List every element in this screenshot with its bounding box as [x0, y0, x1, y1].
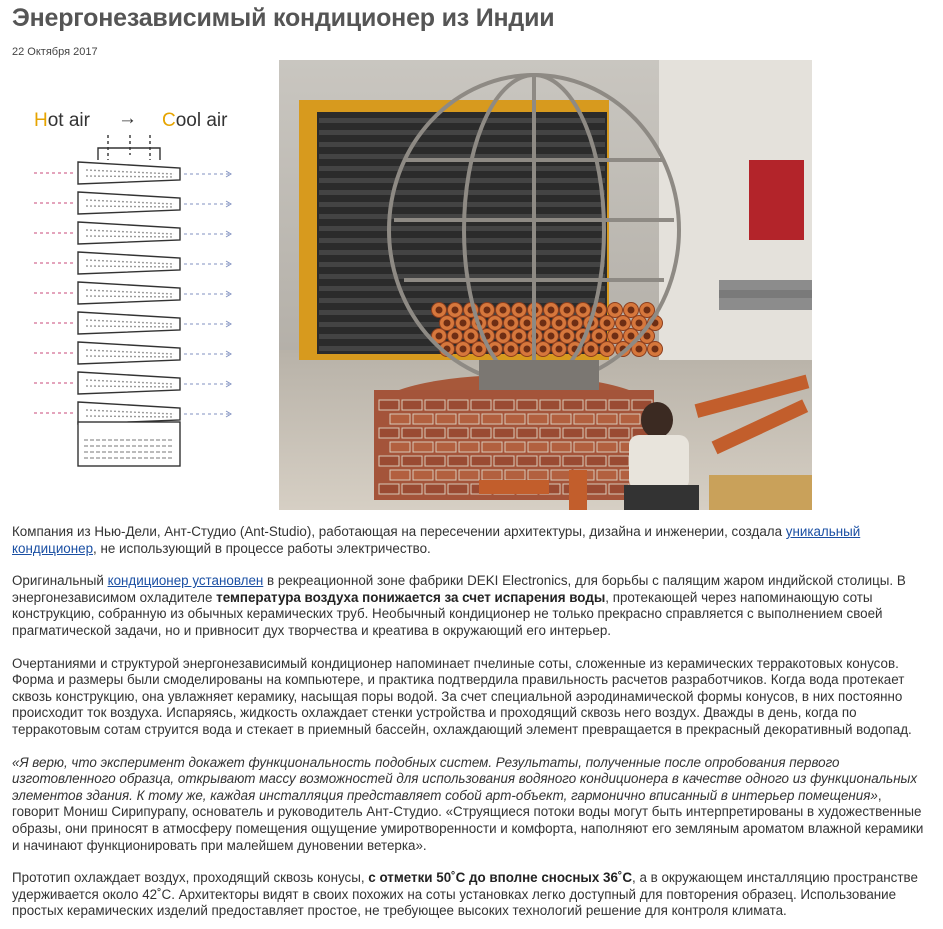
link-air-conditioner-installed[interactable]: кондиционер установлен [107, 573, 264, 589]
article-date: 22 Октября 2017 [12, 46, 98, 58]
svg-text:Hot air [34, 110, 91, 131]
diagram-cool-label: ool air [175, 110, 228, 131]
cooling-diagram [30, 100, 250, 470]
terracotta-stack-drawing [34, 135, 231, 466]
article-title: Энергонезависимый кондиционер из Индии [12, 4, 555, 32]
paragraph-intro: Компания из Нью-Дели, Ант-Студио (Ant-Studio), работающая на пересечении архитектуры, дизайна и инженерии, создала уникальный кондиционер, не использующий в процессе работы электричество. [12, 524, 861, 556]
link-unique-air-conditioner[interactable]: уникальный кондиционер [12, 524, 861, 556]
paragraph-quote: «Я верю, что эксперимент докажет функциональность подобных систем. Результаты, полученные после опробования первого изготовленного образца, открывают массу возможностей для использования водяного кондиционера в качестве одного из функциональных элементов здания. К тому же, каждая инсталляция представляет собой арт-объект, гармонично вписанный в интерьер помещения», говорит Мониш Сирипурапу, основатель и руководитель Ант-Студио. «Струящиеся потоки воды могут быть интерпретированы в художественные образы, они приносят в атмосферу помещения ощущение умиротворенности и комфорта, наполняют его земляным ароматом влажной керамики и начинают функционировать при малейшем дуновении ветерка». [12, 754, 924, 853]
fire-box [749, 160, 804, 240]
svg-text:Cool air [162, 110, 228, 131]
diagram-hot-initial: H [34, 110, 48, 131]
diagram-arrow: → [118, 108, 137, 129]
paragraph-installation: Оригинальный кондиционер установлен в рекреационной зоне фабрики DEKI Electronics, для борьбы с палящим жаром индийской столицы. В энергонезависимом охладителе температура воздуха понижается за счет испарения воды, протекающей через напоминающую соты конструкцию, собранную из обычных керамических труб. Необычный кондиционер не только прекрасно справляется с выполнением своей прагматической задачи, но и привносит дух творчества и креатива в окружающий его интерьер. [12, 573, 906, 638]
installation-photo [279, 60, 812, 510]
paragraph-structure: Очертаниями и структурой энергонезависимый кондиционер напоминает пчелиные соты, сложенные из керамических терракотовых конусов. Форма и размеры были смоделированы на компьютере, и практика подтвердила правильность расчетов разработчиков. Когда вода протекает сквозь конструкцию, она увлажняет керамику, насыщая поры водой. За счет специальной аэродинамической формы конусов, в них постоянно происходит ток воздуха. Испаряясь, жидкость охлаждает стенки устройства и проходящий сквозь него воздух. Дважды в день, когда по терракотовым сотам струится вода и стекает в приемный бассейн, охлаждающий элемент превращается в прекрасный декоративный водопад. [12, 655, 912, 737]
diagram-cool-initial: C [162, 110, 176, 131]
cooling-diagram-graphic [30, 100, 250, 470]
diagram-hot-label: ot air [47, 110, 90, 131]
article-body [12, 524, 932, 929]
paragraph-performance: Прототип охлаждает воздух, проходящий сквозь конусы, с отметки 50˚С до вполне сносных 36˚С, а в окружающем инсталляцию пространстве удерживается около 42˚С. Архитекторы видят в своих похожих на соты установках легко доступный для повторения образец. Использование простых керамических изделий предоставляет простое, не требующее высоких технологий решение для контроля климата. [12, 870, 918, 919]
